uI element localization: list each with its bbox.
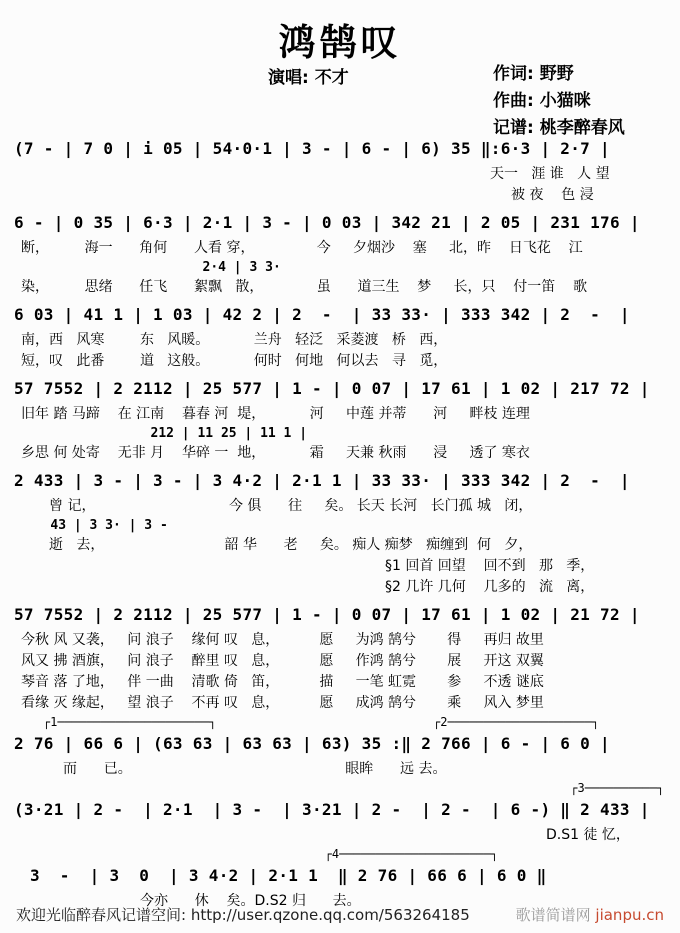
lyric-line: 乡思 何 处寄 无非 月 华碎 一 地， 霜 天兼 秋雨 浸 透了 寒衣 — [21, 445, 530, 461]
music-system — [14, 374, 666, 464]
volta-bracket-line: ┌1─────────────────────┐ ┌2────────────────────┐ — [14, 715, 600, 729]
lyric-line: 琴音 落 了地， 伴 一曲 清歌 倚 笛， 描 一笔 虹霓 参 不透 谜底 — [21, 674, 544, 690]
composer-credit: 作曲: 小猫咪 — [493, 91, 591, 111]
sub-notation-line: 43 | 3 3· | 3 - — [50, 518, 168, 533]
sub-notation-line: 2·4 | 3 3· — [202, 260, 281, 275]
sub-notation-line: 212 | 11 25 | 11 1 | — [150, 426, 308, 441]
volta-bracket-line: ┌4─────────────────────┐ — [14, 847, 499, 861]
notation-line: (7 - | 7 0 | i 05 | 54·0·1 | 3 - | 6 - | 6) 35 ‖:6·3 | 2·7 | — [14, 139, 610, 158]
site-domain-link[interactable]: jianpu.cn — [595, 906, 664, 924]
notation-line: 6 - | 0 35 | 6·3 | 2·1 | 3 - | 0 03 | 342 21 | 2 05 | 231 176 | — [14, 213, 640, 232]
volta-bracket-line: ┌3──────────┐ — [14, 781, 665, 795]
lyric-line: §2 几许 几何 几多的 流 离， — [385, 579, 595, 595]
lyric-line: 今亦 休 矣。D.S2 归 去。 — [140, 893, 361, 909]
lyric-line: 逝 去， 韶 华 老 矣。 痴人 痴梦 痴缠到 何 夕， — [49, 537, 533, 553]
header — [0, 0, 680, 138]
notation-line: 57 7552 | 2 2112 | 25 577 | 1 - | 0 07 | 17 61 | 1 02 | 21 72 | — [14, 605, 640, 624]
lyric-line: D.S1 徒 忆， — [546, 827, 630, 843]
notation-line: 3 - | 3 0 | 3 4·2 | 2·1 1 ‖ 2 76 | 66 6 | 6 0 ‖ — [30, 866, 547, 885]
credits-block — [493, 61, 625, 142]
lyric-line: 曾 记， 今 俱 往 矣。 长天 长河 长门孤 城 闭， — [49, 498, 533, 514]
notation-line: 2 433 | 3 - | 3 - | 3 4·2 | 2·1 1 | 33 33· | 333 342 | 2 - | — [14, 471, 630, 490]
qzone-link[interactable]: 欢迎光临醉春风记谱空间: http://user.qzone.qq.com/563264185 — [16, 906, 470, 924]
music-system — [14, 716, 666, 780]
lyric-line: 短，叹 此番 道 这般。 何时 何地 何以去 寻 觅， — [21, 353, 448, 369]
lyric-line: 染， 思绪 任飞 絮飘 散， 虽 道三生 梦 长，只 付一笛 歌 — [21, 279, 588, 295]
site-name: 歌谱简谱网 — [515, 906, 596, 924]
notation-line: 57 7552 | 2 2112 | 25 577 | 1 - | 0 07 | 17 61 | 1 02 | 217 72 | — [14, 379, 650, 398]
music-system — [14, 466, 666, 598]
music-system — [14, 848, 666, 912]
lyric-line: 看缘 灭 缘起， 望 浪子 不再 叹 息， 愿 成鸿 鹄兮 乘 风入 梦里 — [21, 695, 544, 711]
music-system — [14, 600, 666, 714]
site-credit — [516, 904, 664, 925]
lyric-line: 被 夜 色 浸 — [511, 187, 594, 203]
notation-line: 6 03 | 41 1 | 1 03 | 42 2 | 2 - | 33 33· | 333 342 | 2 - | — [14, 305, 630, 324]
lyricist-credit: 作词: 野野 — [493, 64, 574, 84]
lyric-line: 而 已。 眼眸 远 去。 — [63, 761, 447, 777]
singer-credit: 演唱: 不才 — [268, 68, 349, 88]
lyric-line: 断， 海一 角何 人看 穿， 今 夕烟沙 塞 北，昨 日飞花 江 — [21, 240, 583, 256]
music-system — [14, 782, 666, 846]
song-title: 鸿鹄叹 — [278, 21, 402, 64]
transcriber-credit: 记谱: 桃李醉春风 — [493, 118, 625, 138]
footer — [0, 904, 680, 925]
lyric-line: 天一 涯 谁 人 望 — [490, 166, 610, 182]
music-system — [14, 300, 666, 372]
lyric-line: §1 回首 回望 回不到 那 季， — [385, 558, 595, 574]
lyric-line: 南，西 风寒 东 风暖。 兰舟 轻泛 采菱渡 桥 西， — [21, 332, 448, 348]
music-system — [14, 134, 666, 206]
music-system — [14, 208, 666, 298]
lyric-line: 旧年 踏 马蹄 在 江南 暮春 河 堤， 河 中莲 并蒂 河 畔枝 连理 — [21, 406, 530, 422]
notation-line: (3·21 | 2 - | 2·1 | 3 - | 3·21 | 2 - | 2 - | 6 -) ‖ 2 433 | — [14, 800, 650, 819]
notation-line: 2 76 | 66 6 | (63 63 | 63 63 | 63) 35 :‖ 2 766 | 6 - | 6 0 | — [14, 734, 610, 753]
lyric-line: 今秋 风 又袭， 问 浪子 缘何 叹 息， 愿 为鸿 鹄兮 得 再归 故里 — [21, 632, 544, 648]
lyric-line: 风又 拂 酒旗， 问 浪子 醉里 叹 息， 愿 作鸿 鹄兮 展 开这 双翼 — [21, 653, 544, 669]
score-body — [0, 134, 680, 912]
